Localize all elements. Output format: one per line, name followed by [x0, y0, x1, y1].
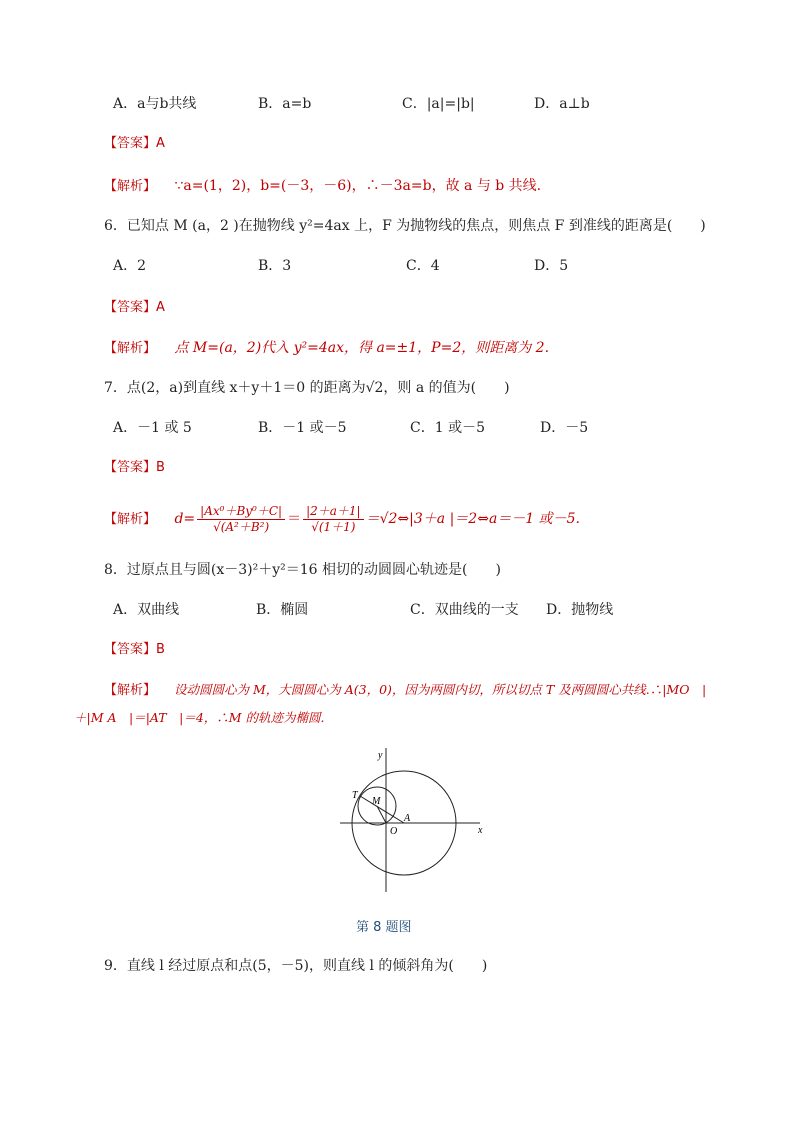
q5-answer: 【答案】A — [104, 136, 165, 151]
q6-option-d: D．5 — [534, 258, 569, 274]
label-y: y — [378, 750, 383, 761]
figure-circles — [330, 742, 500, 894]
q8-option-a: A．双曲线 — [113, 602, 180, 618]
q5-option-c: C．|a|=|b| — [402, 96, 475, 112]
q7-option-b: B．－1 或－5 — [258, 420, 347, 436]
q8-analysis-line2: ＋|M A |＝|AT |＝4，∴M 的轨迹为椭圆. — [74, 710, 325, 725]
q7-option-c: C．1 或－5 — [410, 420, 485, 436]
q8-option-c: C．双曲线的一支 — [410, 602, 519, 618]
q7-fraction-2: $\frac{|2+a+1|}{√(1+1)}$ — [303, 504, 364, 535]
q9-stem: 9．直线 l 经过原点和点(5，－5)，则直线 l 的倾斜角为( ) — [104, 958, 488, 974]
q6-option-a: A．2 — [113, 258, 147, 274]
q7-answer: 【答案】B — [104, 460, 165, 475]
q7-stem: 7．点(2，a)到直线 x＋y＋1＝0 的距离为√2，则 a 的值为( ) — [104, 380, 510, 396]
q8-analysis-line1: 【解析】 设动圆圆心为 M，大圆圆心为 A(3，0)，因为两圆内切，所以切点 T 及两圆圆心共线.∴|MO | — [104, 682, 707, 698]
q5-analysis: 【解析】 ∵a=(1，2)，b=(－3，－6)，∴－3a=b，故 a 与 b 共线. — [104, 178, 542, 194]
label-t: T — [352, 790, 358, 801]
q7-fraction-1: $\frac{\text{|Ax⁰＋By⁰＋C|}}{\text{√(A²＋B²)}}$ — [197, 504, 285, 535]
q8-answer: 【答案】B — [104, 642, 165, 657]
label-a: A — [404, 813, 411, 824]
q5-option-b: B．a=b — [258, 96, 312, 112]
line-m-o — [377, 806, 386, 823]
q7-option-d: D．－5 — [540, 420, 589, 436]
q6-stem: 6．已知点 M (a，2 )在抛物线 y²=4ax 上，F 为抛物线的焦点，则焦点 F 到准线的距离是( ) — [104, 218, 706, 234]
q5-option-d: D．a⊥b — [534, 96, 590, 112]
q6-option-b: B．3 — [258, 258, 292, 274]
figure-caption: 第 8 题图 — [356, 920, 412, 935]
q6-answer: 【答案】A — [104, 300, 165, 315]
q8-option-b: B．椭圆 — [256, 602, 309, 618]
q7-option-a: A．－1 或 5 — [113, 420, 192, 436]
q6-option-c: C．4 — [406, 258, 440, 274]
label-o: O — [390, 826, 398, 837]
q5-option-a: A．a与b共线 — [113, 96, 197, 112]
q8-option-d: D．抛物线 — [546, 602, 614, 618]
line-t-a — [360, 796, 404, 823]
q8-stem: 8．过原点且与圆(x－3)²＋y²＝16 相切的动圆圆心轨迹是( ) — [104, 562, 501, 578]
label-x: x — [478, 825, 483, 836]
q7-analysis: 【解析】 d= $\frac{\text{|Ax⁰＋By⁰＋C|}}{\text{√(A²＋B²)}}$ ＝ $\frac{|2+a+1|}{√(1+1)}$ ＝√2⇔|3＋a |＝2⇔a＝－1 或－5. — [104, 503, 581, 534]
q6-analysis: 【解析】 点 M=(a，2)代入 y²=4ax，得 a=±1，P=2，则距离为 2. — [104, 340, 550, 356]
label-m: M — [372, 796, 381, 807]
